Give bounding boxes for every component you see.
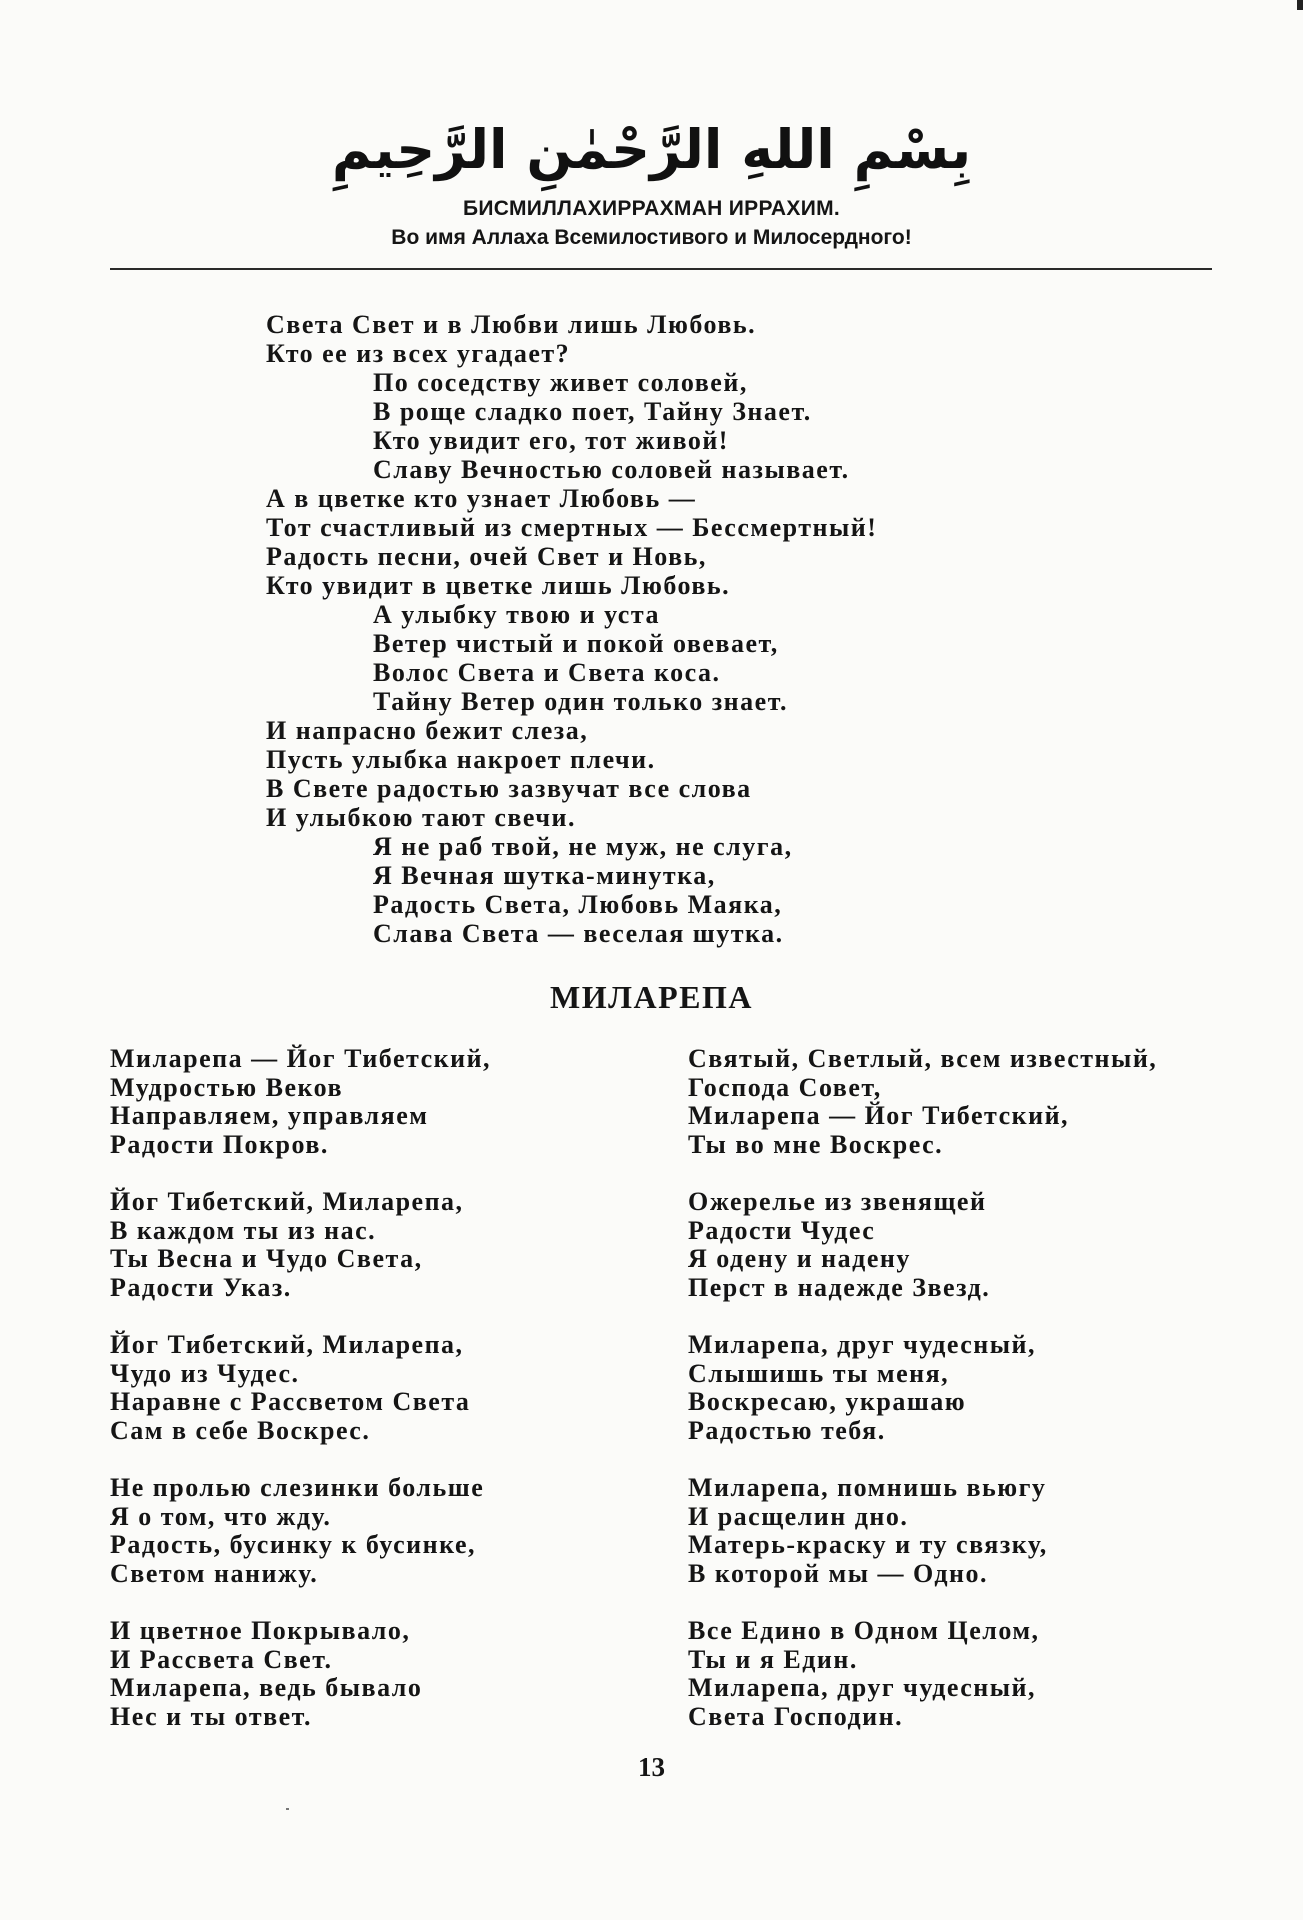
stanza-line: Ты Весна и Чудо Света,: [110, 1244, 423, 1273]
stanza-line: Слышишь ты меня,: [688, 1358, 950, 1388]
basmala-calligraphy: [0, 108, 1303, 190]
stanza-line: Миларепа, ведь бывало: [110, 1673, 423, 1702]
stanza: [688, 1617, 1157, 1731]
stanza-line: Сам в себе Воскрес.: [110, 1415, 371, 1445]
poem-line: А в цветке кто узнает Любовь —: [266, 484, 697, 513]
stanza-line: Миларепа, помнишь вьюгу: [688, 1473, 1047, 1502]
poem-line: Пусть улыбка накроет плечи.: [266, 745, 656, 774]
milarepa-left-column: [110, 1045, 491, 1760]
poem-line: Кто увидит в цветке лишь Любовь.: [266, 571, 731, 600]
stanza-line: Наравне с Рассветом Света: [110, 1387, 471, 1416]
stanza-line: Матерь-краску и ту связку,: [688, 1530, 1048, 1559]
stanza-line: В каждом ты из нас.: [110, 1215, 377, 1245]
stanza-line: Все Едино в Одном Целом,: [688, 1616, 1040, 1645]
stanza: [110, 1474, 491, 1588]
stanza-line: Святый, Светлый, всем известный,: [688, 1044, 1158, 1073]
stanza-line: Перст в надежде Звезд.: [688, 1272, 991, 1302]
first-poem: [266, 310, 877, 948]
poem-line: А улыбку твою и уста: [373, 600, 660, 629]
header-divider: [110, 268, 1212, 270]
stanza-line: Нес и ты ответ.: [110, 1701, 312, 1731]
stanza: [110, 1331, 491, 1445]
stanza: [688, 1474, 1157, 1588]
poem-line: В роще сладко поет, Тайну Знает.: [373, 397, 812, 426]
basmala-transliteration: БИСМИЛЛАХИРРАХМАН ИРРАХИМ.: [462, 197, 841, 220]
scan-corner-mark: [1297, 0, 1303, 10]
stanza: [688, 1331, 1157, 1445]
page-number: 13: [638, 1752, 665, 1782]
poem-line: Кто ее из всех угадает?: [266, 339, 571, 368]
poem-line: Тайну Ветер один только знает.: [373, 687, 789, 716]
poem-line: И улыбкою тают свечи.: [266, 803, 576, 832]
milarepa-right-column: [688, 1045, 1157, 1760]
stanza-line: Миларепа, друг чудесный,: [688, 1673, 1036, 1702]
stanza-line: Радости Чудес: [688, 1215, 876, 1245]
stanza-line: Чудо из Чудес.: [110, 1358, 300, 1388]
poem-line: Славу Вечностью соловей называет.: [373, 455, 850, 484]
stanza-line: Миларепа — Йог Тибетский,: [688, 1101, 1070, 1130]
stanza-line: Миларепа, друг чудесный,: [688, 1330, 1036, 1359]
stanza-line: Света Господин.: [688, 1701, 904, 1731]
stanza-line: Радостью тебя.: [688, 1415, 886, 1445]
poem-line: Слава Света — веселая шутка.: [373, 919, 784, 948]
basmala-translation: Во имя Аллаха Всемилостивого и Милосердного!: [391, 226, 912, 249]
poem-line: Тот счастливый из смертных — Бессмертный!: [266, 513, 878, 542]
stanza-line: Ты и я Един.: [688, 1644, 858, 1674]
basmala-arabic-text: بِسْمِ اللهِ الرَّحْمٰنِ الرَّحِيمِ: [331, 117, 972, 181]
stanza-line: И Рассвета Свет.: [110, 1644, 333, 1674]
stanza-line: Я одену и надену: [688, 1244, 911, 1273]
scan-speck: [286, 1808, 289, 1810]
stanza-line: Светом нанижу.: [110, 1558, 319, 1588]
stanza-line: Радости Указ.: [110, 1272, 292, 1302]
stanza-line: Я о том, что жду.: [110, 1501, 332, 1531]
poem-line: Волос Света и Света коса.: [373, 658, 721, 687]
poem-line: По соседству живет соловей,: [373, 368, 748, 397]
stanza: [110, 1045, 491, 1159]
stanza-line: И расщелин дно.: [688, 1501, 909, 1531]
stanza-line: Радости Покров.: [110, 1129, 329, 1159]
poem-line: Ветер чистый и покой овевает,: [373, 629, 779, 658]
poem-line: Радость песни, очей Свет и Новь,: [266, 542, 707, 571]
stanza-line: Радость, бусинку к бусинке,: [110, 1530, 476, 1559]
stanza-line: Мудростью Веков: [110, 1072, 344, 1102]
stanza: [110, 1188, 491, 1302]
section-title-milarepa: МИЛАРЕПА: [550, 979, 753, 1015]
poem-line: Я не раб твой, не муж, не слуга,: [373, 832, 793, 861]
stanza-line: Ты во мне Воскрес.: [688, 1129, 944, 1159]
stanza-line: Воскресаю, украшаю: [688, 1387, 967, 1416]
stanza: [110, 1617, 491, 1731]
stanza: [688, 1045, 1157, 1159]
stanza-line: Господа Совет,: [688, 1072, 882, 1102]
stanza-line: Йог Тибетский, Миларепа,: [110, 1330, 464, 1359]
stanza: [688, 1188, 1157, 1302]
poem-line: Кто увидит его, тот живой!: [373, 426, 729, 455]
poem-line: И напрасно бежит слеза,: [266, 716, 589, 745]
stanza-line: Направляем, управляем: [110, 1101, 429, 1130]
poem-line: Света Свет и в Любви лишь Любовь.: [266, 310, 757, 339]
stanza-line: Не пролью слезинки больше: [110, 1473, 485, 1502]
poem-line: Радость Света, Любовь Маяка,: [373, 890, 783, 919]
stanza-line: И цветное Покрывало,: [110, 1616, 411, 1645]
stanza-line: Миларепа — Йог Тибетский,: [110, 1044, 492, 1073]
poem-line: В Свете радостью зазвучат все слова: [266, 774, 752, 803]
stanza-line: Ожерелье из звенящей: [688, 1187, 987, 1216]
poem-line: Я Вечная шутка-минутка,: [373, 861, 716, 890]
stanza-line: Йог Тибетский, Миларепа,: [110, 1187, 464, 1216]
stanza-line: В которой мы — Одно.: [688, 1558, 989, 1588]
